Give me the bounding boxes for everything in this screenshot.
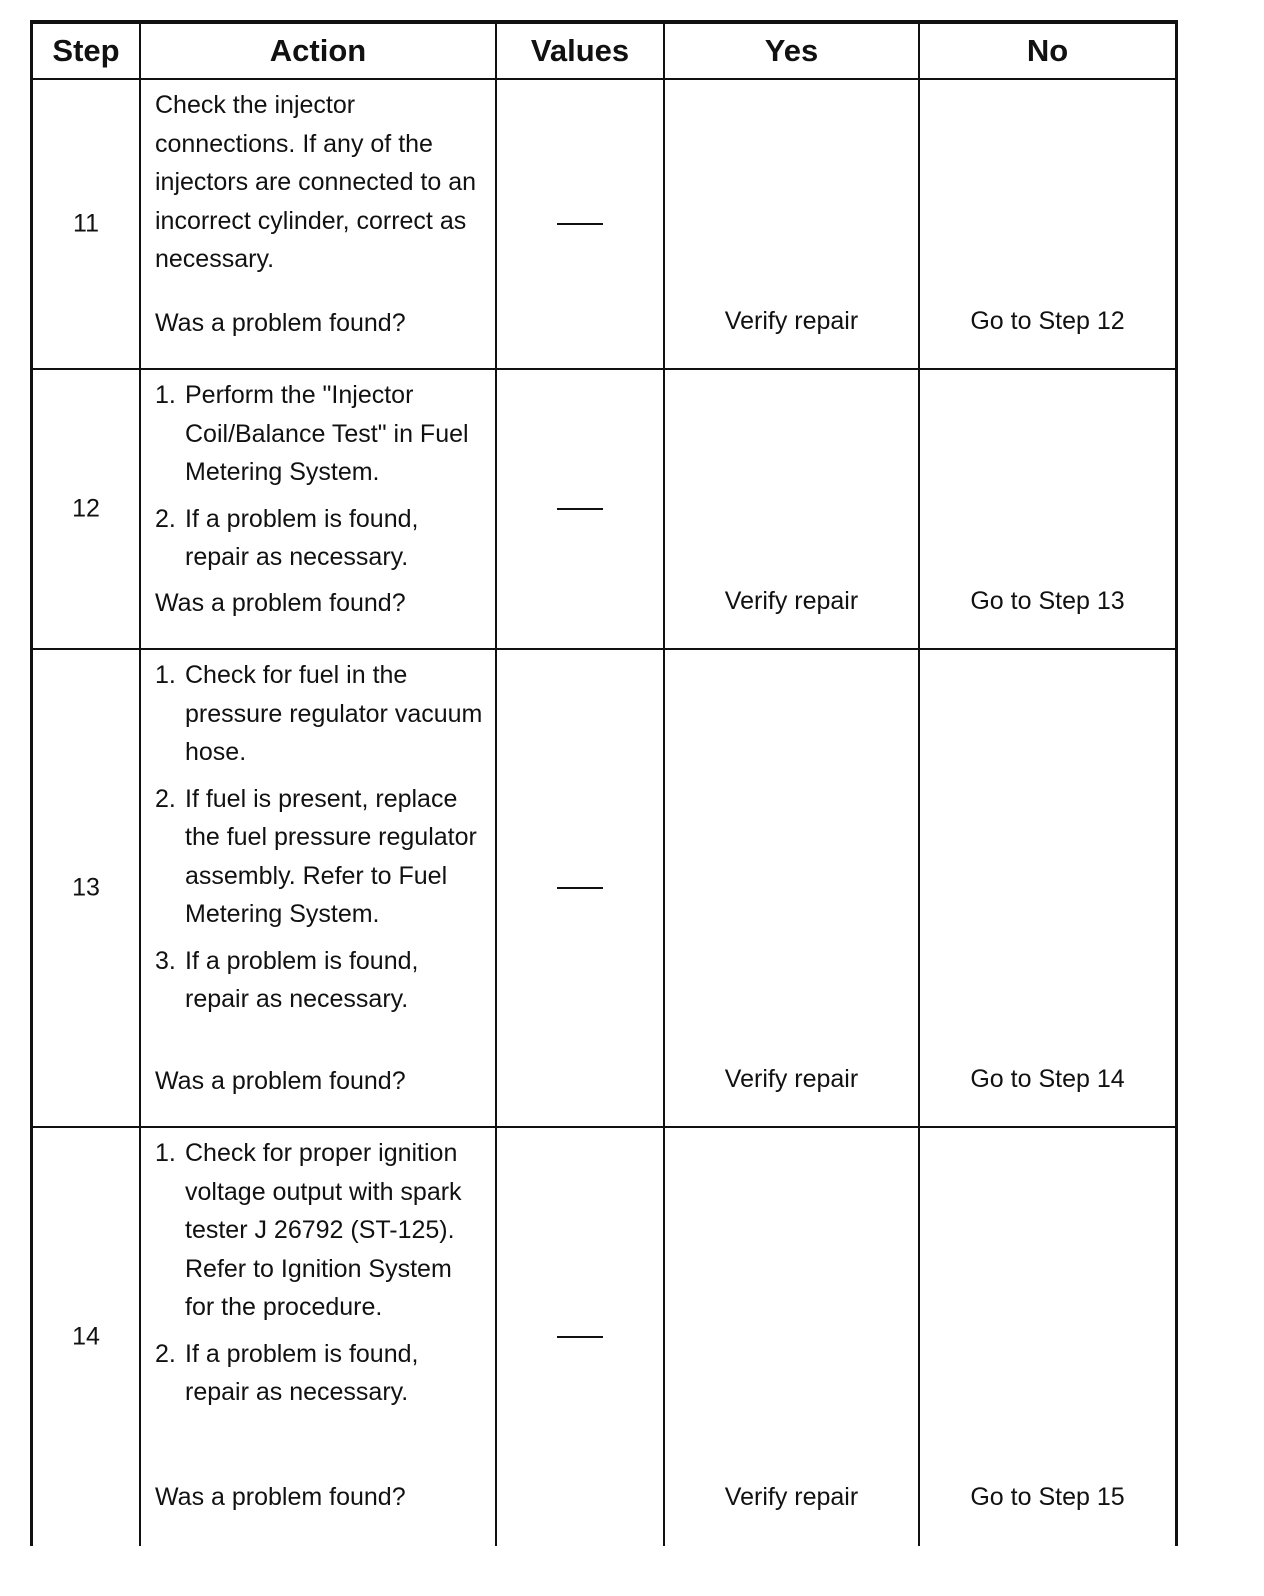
question-text: Was a problem found? <box>155 309 406 337</box>
action-item-number: 1. <box>155 1139 176 1167</box>
yes-cell <box>665 80 920 368</box>
action-item-text: Check for fuel in the pressure regulator vacuum hose. <box>185 661 483 766</box>
no-result: Go to Step 14 <box>970 1065 1125 1093</box>
no-cell <box>920 80 1175 368</box>
header-values: Values <box>497 24 665 78</box>
action-item-text: If a problem is found, repair as necessary. <box>185 946 419 1013</box>
header-yes: Yes <box>665 24 920 78</box>
table-row <box>33 1128 1175 1546</box>
no-result: Go to Step 12 <box>970 307 1125 335</box>
table-row <box>33 370 1175 650</box>
yes-result: Verify repair <box>724 1483 859 1511</box>
yes-cell <box>665 650 920 1126</box>
action-item <box>155 1134 487 1327</box>
header-no: No <box>1026 33 1069 68</box>
action-list <box>141 1128 495 1412</box>
action-item-number: 2. <box>155 1339 176 1368</box>
action-item <box>155 376 487 492</box>
action-text: Check the injector connections. If any of the injectors are connected to an incorrect cylinder, correct as necessary. <box>155 91 477 273</box>
action-item-number: 2. <box>155 504 176 533</box>
table-row <box>33 650 1175 1128</box>
question-text: Was a problem found? <box>155 1067 406 1095</box>
action-cell <box>141 1128 497 1546</box>
step-cell <box>33 1128 141 1546</box>
values-cell <box>497 1128 665 1546</box>
step-cell <box>33 80 141 368</box>
diagnostic-table <box>30 20 1178 1546</box>
step-number: 13 <box>72 873 100 902</box>
step-cell <box>33 650 141 1126</box>
no-cell <box>920 370 1175 648</box>
action-item-text: Check for proper ignition voltage output with spark tester J 26792 (ST-125). Refer to Ignition System for the procedure. <box>185 1139 462 1321</box>
yes-result: Verify repair <box>724 587 859 615</box>
action-list <box>141 370 495 577</box>
empty-value-dash <box>557 1336 603 1338</box>
values-cell <box>497 650 665 1126</box>
action-item <box>155 1335 487 1412</box>
action-item-text: If fuel is present, replace the fuel pressure regulator assembly. Refer to Fuel Metering System. <box>185 784 477 928</box>
no-cell <box>920 650 1175 1126</box>
table-header-row <box>33 24 1175 80</box>
no-result: Go to Step 15 <box>970 1483 1125 1511</box>
action-cell <box>141 80 497 368</box>
empty-value-dash <box>557 508 603 510</box>
action-item-text: If a problem is found, repair as necessary. <box>185 1339 419 1406</box>
question-text: Was a problem found? <box>155 589 406 617</box>
no-cell <box>920 1128 1175 1546</box>
empty-value-dash <box>557 887 603 889</box>
yes-result: Verify repair <box>724 307 859 335</box>
action-item-number: 2. <box>155 784 176 813</box>
action-item-text: Perform the "Injector Coil/Balance Test" in Fuel Metering System. <box>185 381 469 486</box>
question-text: Was a problem found? <box>155 1483 406 1511</box>
action-item <box>155 942 487 1019</box>
table-row <box>33 80 1175 370</box>
action-item <box>155 656 487 772</box>
empty-value-dash <box>557 223 603 225</box>
step-number: 14 <box>72 1322 100 1351</box>
header-step: Step <box>33 24 141 78</box>
action-item <box>155 500 487 577</box>
header-action: Action <box>141 24 497 78</box>
action-cell <box>141 650 497 1126</box>
step-cell <box>33 370 141 648</box>
yes-result: Verify repair <box>724 1065 859 1093</box>
action-item-number: 1. <box>155 381 176 409</box>
values-cell <box>497 80 665 368</box>
yes-cell <box>665 1128 920 1546</box>
no-result: Go to Step 13 <box>970 587 1125 615</box>
step-number: 11 <box>73 209 99 238</box>
step-number: 12 <box>72 494 100 523</box>
action-cell <box>141 370 497 648</box>
action-item-text: If a problem is found, repair as necessary. <box>185 504 419 571</box>
action-item <box>155 780 487 934</box>
action-list <box>141 650 495 1019</box>
yes-cell <box>665 370 920 648</box>
action-item-number: 3. <box>155 946 176 975</box>
action-item-number: 1. <box>155 661 176 689</box>
values-cell <box>497 370 665 648</box>
